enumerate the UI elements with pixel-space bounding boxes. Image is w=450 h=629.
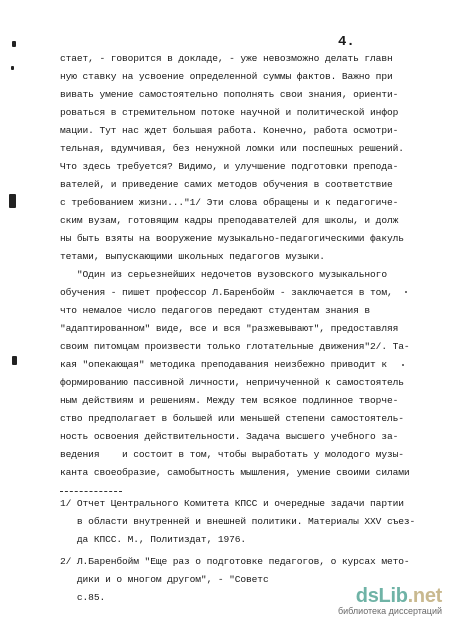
footnote-line: с.85. [60,592,106,603]
footnote-line: дики и о многом другом", - "Советс [60,574,269,585]
body-line: роваться в стремительном потоке научной и политической инфор [60,107,399,118]
scan-dot [402,364,404,366]
body-line: ную ставку на усвоение определенной суммы фактов. Важно при [60,71,393,82]
body-line: что немалое число педагогов передают студентам знания в [60,305,371,316]
body-line: ны быть взяты на вооружение музыкально-педагогическими факуль [60,233,404,244]
body-line: ным действиям и решениям. Между тем всякое подлинное творче- [60,395,399,406]
body-line: ским вузам, готовящим кадры преподавателей для школы, и долж [60,215,399,226]
body-line: формированию пассивной личности, непричученной к самостоятель [60,377,404,388]
footnote-line: 1/ Отчет Центрального Комитета КПСС и очередные задачи партии [60,498,404,509]
footnote-line: в области внутренней и внешней политики. Материалы XXV съез- [60,516,416,527]
margin-mark [12,356,17,365]
body-line: стает, - говорится в докладе, - уже невозможно делать главн [60,53,393,64]
body-line: вателей, и приведение самих методов обучения в соответствие [60,179,393,190]
margin-mark [11,66,14,70]
body-line: "адаптированном" виде, все и вся "разжевывают", предоставляя [60,323,399,334]
body-line: с требованием жизни..."1/ Эти слова обращены и к педагогиче- [60,197,399,208]
body-line: своим питомцам произвести только глотательные движения"2/. Та- [60,341,410,352]
page-number: 4. [338,34,355,50]
footnote-separator [60,491,122,492]
footnote-line: да КПСС. М., Политиздат, 1976. [60,534,247,545]
body-line: "Один из серьезнейших недочетов вузовского музыкального [60,269,387,280]
watermark-logo-part1: dsLib [355,585,408,607]
scan-dot [405,291,407,293]
watermark [330,585,442,623]
body-line: канта своеобразие, самобытность мышления, умение своими силами [60,467,410,478]
body-line: вивать умение самостоятельно пополнять свои знания, ориенти- [60,89,399,100]
footnote-line: 2/ Л.Баренбойм "Еще раз о подготовке педагогов, о курсах мето- [60,556,410,567]
body-line: тетами, выпускающими школьных педагогов музыки. [60,251,325,262]
body-line: обучения - пишет профессор Л.Баренбойм - заключается в том, [60,287,393,298]
watermark-subtitle: библиотека диссертаций [337,606,442,616]
body-line: кая "опекающая" методика преподавания неизбежно приводит к [60,359,387,370]
body-line: ность освоения действительности. Задача высшего учебного за- [60,431,399,442]
body-line: тельная, вдумчивая, без ненужной ломки или поспешных решений. [60,143,404,154]
margin-mark [9,194,16,208]
margin-mark [12,41,16,47]
body-line: Что здесь требуется? Видимо, и улучшение подготовки препода- [60,161,399,172]
watermark-logo [356,585,442,608]
body-line: ство предполагает в большей или меньшей степени самостоятель- [60,413,404,424]
body-line: ведения и состоит в том, чтобы выработать у молодого музы- [60,449,404,460]
watermark-logo-part2: .net [407,585,442,607]
body-line: мации. Тут нас ждет большая работа. Конечно, работа осмотри- [60,125,399,136]
